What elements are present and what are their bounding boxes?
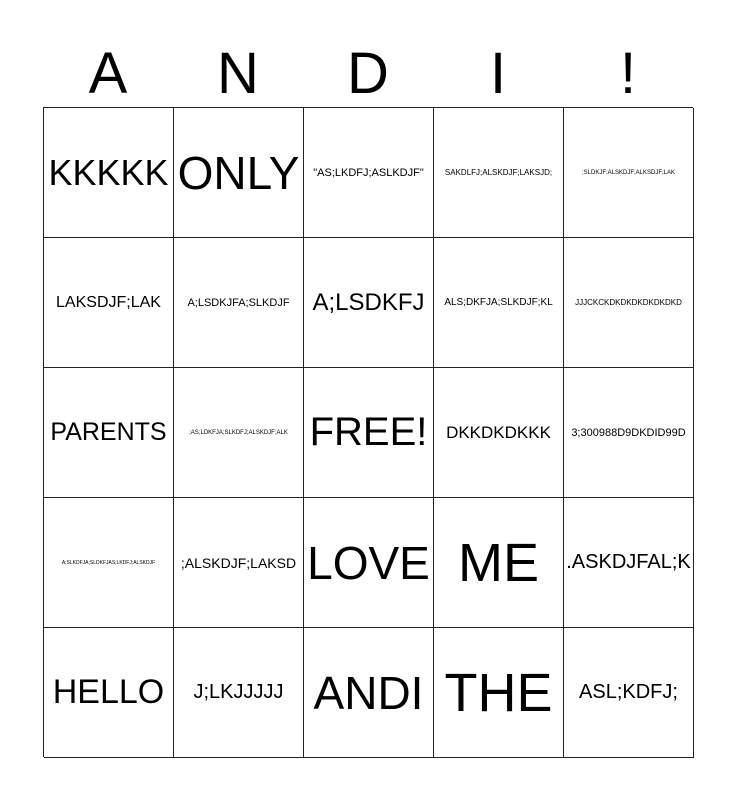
bingo-cell[interactable]: ASL;KDFJ; bbox=[564, 628, 694, 758]
bingo-cell[interactable]: ALS;DKFJA;SLKDJF;KL bbox=[434, 238, 564, 368]
bingo-header bbox=[43, 40, 693, 108]
header-letter: I bbox=[489, 41, 507, 106]
bingo-cell[interactable]: SAKDLFJ;ALSKDJF;LAKSJD; bbox=[434, 108, 564, 238]
bingo-cell[interactable]: LAKSDJF;LAK bbox=[44, 238, 174, 368]
bingo-cell[interactable]: 3;300988D9DKDID99D bbox=[564, 368, 694, 498]
header-letter: ! bbox=[619, 41, 637, 106]
bingo-card bbox=[43, 107, 693, 757]
header-letter: A bbox=[88, 41, 128, 106]
bingo-cell[interactable]: DKKDKDKKK bbox=[434, 368, 564, 498]
bingo-cell[interactable]: ;ALSKDJF;LAKSD bbox=[174, 498, 304, 628]
bingo-cell[interactable]: J;LKJJJJJ bbox=[174, 628, 304, 758]
bingo-cell[interactable]: ME bbox=[434, 498, 564, 628]
bingo-cell[interactable]: "AS;LKDFJ;ASLKDJF" bbox=[304, 108, 434, 238]
bingo-cell[interactable]: PARENTS bbox=[44, 368, 174, 498]
bingo-cell[interactable]: ;SLDKJF;ALSKDJF;ALKSDJF;LAK bbox=[564, 108, 694, 238]
bingo-cell[interactable]: KKKKK bbox=[44, 108, 174, 238]
bingo-cell[interactable]: ONLY bbox=[174, 108, 304, 238]
bingo-cell[interactable]: FREE! bbox=[304, 368, 434, 498]
bingo-cell[interactable]: LOVE bbox=[304, 498, 434, 628]
bingo-cell[interactable]: A;LSDKJFA;SLKDJF bbox=[174, 238, 304, 368]
bingo-cell[interactable]: JJJCKCKDKDKDKDKDKDKD bbox=[564, 238, 694, 368]
bingo-cell[interactable]: ANDI bbox=[304, 628, 434, 758]
bingo-cell[interactable]: A;SLKDFJA;SLDKFJAS;LKDFJ;ALSKDJF bbox=[44, 498, 174, 628]
bingo-cell[interactable]: A;LSDKFJ bbox=[304, 238, 434, 368]
header-letter: D bbox=[347, 41, 389, 106]
bingo-cell[interactable]: HELLO bbox=[44, 628, 174, 758]
bingo-cell[interactable]: THE bbox=[434, 628, 564, 758]
bingo-cell[interactable]: ;AS;LDKFJA;SLKDFJ;ALSKDJF;ALK bbox=[174, 368, 304, 498]
bingo-cell[interactable]: .ASKDJFAL;K bbox=[564, 498, 694, 628]
header-letter: N bbox=[217, 41, 259, 106]
